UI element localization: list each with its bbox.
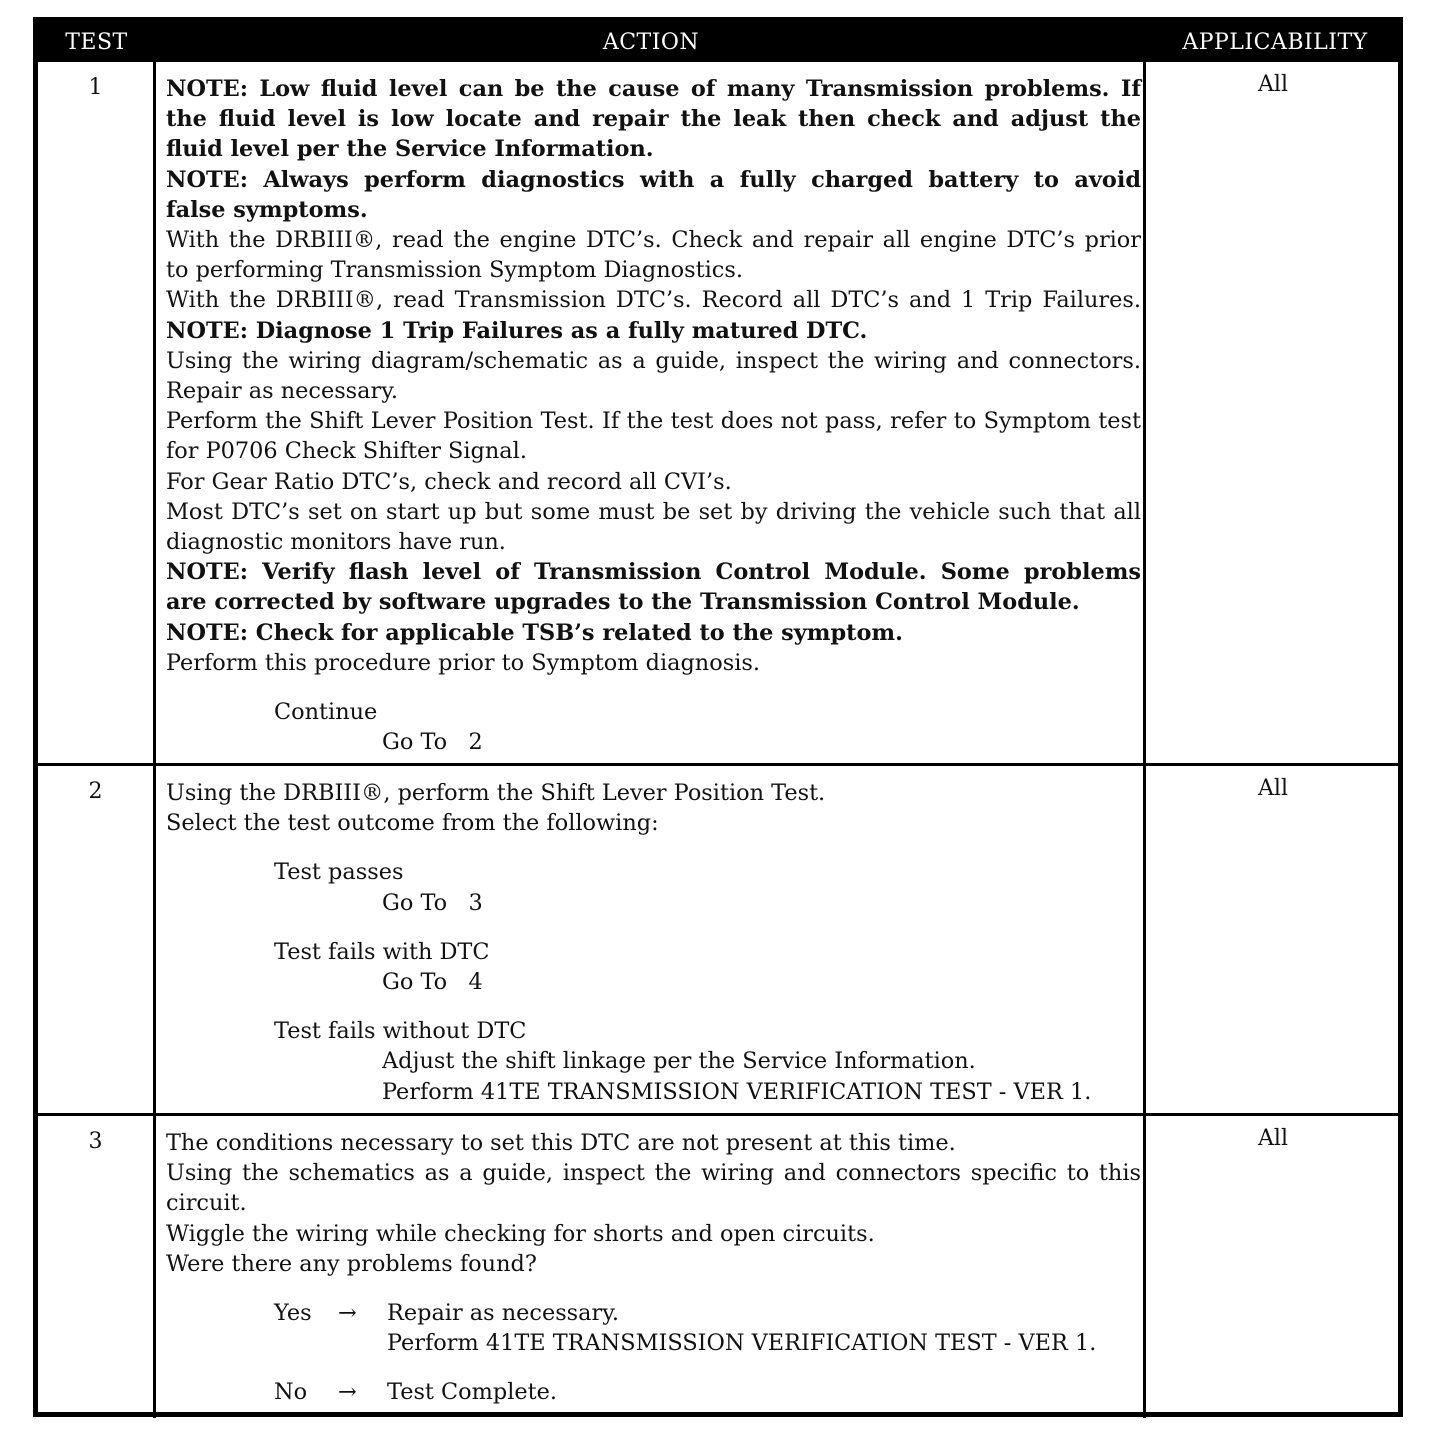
test-number-2: 2 (88, 779, 103, 804)
instruction-line: Most DTC’s set on start up but some must be set by driving the vehicle such that all (166, 498, 1141, 525)
applicability-1: All (1258, 72, 1288, 97)
yes-label: Yes (274, 1300, 312, 1327)
action-cell-1 (166, 74, 1141, 757)
header-action: ACTION (602, 30, 700, 55)
note-line: NOTE: Check for applicable TSB’s related to the symptom. (166, 619, 903, 646)
instruction-line: Perform the Shift Lever Position Test. If the test does not pass, refer to Symptom test (166, 408, 1141, 435)
instruction-line: Using the schematics as a guide, inspect the wiring and connectors specific to this (166, 1160, 1141, 1187)
note-line: NOTE: Diagnose 1 Trip Failures as a fully matured DTC. (166, 317, 868, 344)
test-number-1: 1 (88, 75, 103, 100)
header-applicability: APPLICABILITY (1182, 30, 1368, 55)
instruction-line: Repair as necessary. (166, 378, 399, 405)
action-cell-3 (166, 1128, 1141, 1408)
header-test: TEST (65, 30, 128, 55)
action-cell-2 (166, 778, 1141, 1107)
diagnostic-table (33, 17, 1403, 1417)
instruction-line: With the DRBIII®, read the engine DTC’s. Check and repair all engine DTC’s prior (166, 227, 1141, 254)
outcome-action: Perform 41TE TRANSMISSION VERIFICATION TEST - VER 1. (387, 1330, 1097, 1357)
column-divider-applicability (1143, 58, 1146, 1418)
outcome-label: Test passes (274, 859, 404, 886)
applicability-2: All (1258, 776, 1288, 801)
instruction-line: Select the test outcome from the following: (166, 810, 659, 837)
table-header (38, 22, 1398, 62)
arrow-right-icon: → (338, 1300, 357, 1327)
instruction-line: to performing Transmission Symptom Diagnostics. (166, 257, 743, 284)
instruction-line: diagnostic monitors have run. (166, 529, 506, 556)
instruction-line: Perform this procedure prior to Symptom diagnosis. (166, 649, 760, 676)
outcome-label: Test fails with DTC (274, 938, 490, 965)
instruction-line: circuit. (166, 1190, 247, 1217)
column-divider-test (153, 58, 156, 1418)
note-line: the fluid level is low locate and repair the leak then check and adjust the (166, 106, 1141, 133)
note-line: NOTE: Verify flash level of Transmission Control Module. Some problems (166, 559, 1141, 586)
instruction-line: Wiggle the wiring while checking for shorts and open circuits. (166, 1220, 875, 1247)
goto-link: Go To 2 (382, 729, 483, 756)
goto-link: Go To 4 (382, 969, 483, 996)
instruction-line: The conditions necessary to set this DTC are not present at this time. (166, 1130, 956, 1156)
outcome-label: Test fails without DTC (274, 1018, 527, 1045)
instruction-line: Using the DRBIII®, perform the Shift Lever Position Test. (166, 780, 826, 806)
instruction-line: With the DRBIII®, read Transmission DTC’s. Record all DTC’s and 1 Trip Failures. (166, 287, 1141, 314)
outcome-label: Continue (274, 699, 378, 726)
row-divider (38, 763, 1398, 766)
instruction-line: For Gear Ratio DTC’s, check and record all CVI’s. (166, 468, 732, 495)
outcome-action: Test Complete. (387, 1379, 558, 1406)
note-line: false symptoms. (166, 196, 368, 223)
outcome-action: Perform 41TE TRANSMISSION VERIFICATION TEST - VER 1. (382, 1078, 1092, 1105)
no-outcome (166, 1377, 1141, 1407)
instruction-line: Using the wiring diagram/schematic as a guide, inspect the wiring and connectors. (166, 347, 1141, 374)
no-label: No (274, 1379, 308, 1406)
test-number-3: 3 (88, 1129, 103, 1154)
outcome-action: Repair as necessary. (387, 1300, 620, 1327)
arrow-right-icon: → (338, 1379, 357, 1406)
instruction-line: for P0706 Check Shifter Signal. (166, 438, 527, 465)
note-line: are corrected by software upgrades to the Transmission Control Module. (166, 589, 1080, 616)
note-line: NOTE: Always perform diagnostics with a fully charged battery to avoid (166, 166, 1141, 193)
note-line: NOTE: Low fluid level can be the cause of many Transmission problems. If (166, 76, 1141, 102)
yes-outcome-continued (166, 1328, 1141, 1358)
outcome-action: Adjust the shift linkage per the Service Information. (382, 1048, 976, 1075)
applicability-3: All (1258, 1126, 1288, 1151)
row-divider (38, 1113, 1398, 1116)
goto-link: Go To 3 (382, 889, 483, 916)
yes-outcome (166, 1298, 1141, 1328)
instruction-line: Were there any problems found? (166, 1250, 537, 1277)
note-line: fluid level per the Service Information. (166, 136, 654, 163)
